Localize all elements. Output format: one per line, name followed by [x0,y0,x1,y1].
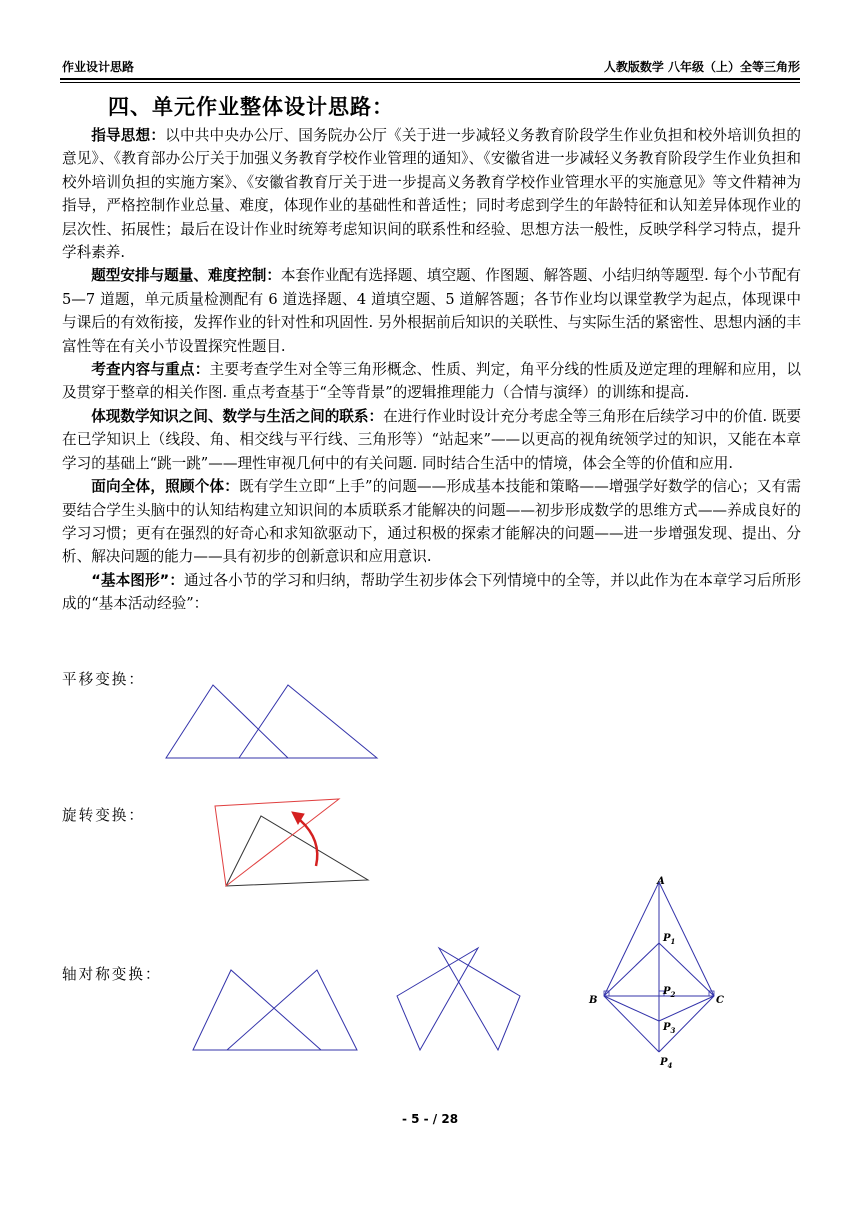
symmetry-figure-2 [397,948,520,1050]
paragraph-lead: “基本图形”： [91,571,185,589]
original-triangle [166,685,288,758]
paragraph-lead: 面向全体，照顾个体： [91,478,240,496]
right-triangle [227,970,357,1050]
point-label-p4: $P_4$ [660,1057,673,1070]
paragraph-lead: 题型安排与题量、难度控制： [91,267,281,285]
translation-label: 平移变换： [62,671,145,688]
rotation-figure [215,799,368,886]
kite-figure [604,882,714,1052]
page-number: - 5 - / 28 [401,1112,459,1126]
point-label-p2: $P_2$ [663,986,676,999]
paragraph-text: 主要考查学生对全等三角形概念、性质、判定，角平分线的性质及逆定理的理解和应用，以及贯穿于整章的相关作图. 重点考查基于“全等背景”的逻辑推理能力（合情与演绎）的训练和提高. [62,361,801,402]
right-triangle [439,948,520,1050]
point-label-c: C [716,995,724,1006]
point-label-b: B [589,995,598,1006]
paragraph-text: 以中共中央办公厅、国务院办公厅《关于进一步减轻义务教育阶段学生作业负担和校外培训负担的意见》、《教育部办公厅关于加强义务教育学校作业管理的通知》、《安徽省进一步减轻义务教育阶段学生作业负担和校外培训负担的实施方案》、《安徽省教育厅关于进一步提高义务教育学校作业管理水平的实施意见》等文件精神为指导，严格控制作业总量、难度，体现作业的基础性和普适性；同时考虑到学生的年龄特征和认知差异体现作业的层次性、拓展性；最后在设计作业时统筹考虑知识间的联系性和经验、思想方法一般性，反映学科学习特点，提升学科素养. [62,127,801,262]
point-label-p1: $P_1$ [663,933,676,946]
original-triangle [226,816,368,886]
symmetry-label: 轴对称变换： [62,966,162,983]
paragraph-lead: 指导思想： [91,127,166,144]
kite-point-labels [588,876,724,1070]
point-label-p3: $P_3$ [663,1022,676,1035]
point-label-a: A [657,876,665,887]
translation-figure [166,685,377,758]
translated-triangle [239,685,377,758]
left-triangle [193,970,321,1050]
paragraph-lead: 体现数学知识之间、数学与生活之间的联系： [91,407,384,425]
rotated-triangle [215,799,339,886]
header-left: 作业设计思路 [62,60,135,74]
header-right: 人教版数学 八年级（上）全等三角形 [603,60,800,74]
left-triangle [397,948,478,1050]
rotation-label: 旋转变换： [62,807,145,824]
paragraph-text: 通过各小节的学习和归纳，帮助学生初步体会下列情境中的全等，并以此作为在本章学习后所形成的“基本活动经验”： [62,571,801,613]
paragraph-text: 既有学生立即“上手”的问题——形成基本技能和策略——增强学好数学的信心；又有需要结合学生头脑中的认知结构建立知识间的本质联系才能解决的问题——初步形成数学的思维方式——养成良好的学习习惯；更有在强烈的好奇心和求知欲驱动下，通过积极的探索才能解决的问题——进一步增强发现、提出、分析、解决问题的能力——具有初步的创新意识和应用意识. [62,478,801,566]
paragraph-text: 在进行作业时设计充分考虑全等三角形在后续学习中的价值. 既要在已学知识上（线段、角、相交线与平行线、三角形等）“站起来”——以更高的视角统领学过的知识，又能在本章学习的基础上“跳一跳”——理性审视几何中的有关问题. 同时结合生活中的情境，体会全等的价值和应用. [62,407,801,472]
symmetry-figure-1 [193,970,357,1050]
paragraph-text: 本套作业配有选择题、填空题、作图题、解答题、小结归纳等题型. 每个小节配有 5—7 道题，单元质量检测配有 6 道选择题、4 道填空题、5 道解答题；各节作业均以课堂教学为起点，体现课中与课后的有效衔接，发挥作业的针对性和巩固性. 另外根据前后知识的关联性、与实际生活的紧密性、思想内涵的丰富性等在有关小节设置探究性题目. [62,267,801,355]
section-title: 四、单元作业整体设计思路： [108,95,394,119]
paragraph-lead: 考查内容与重点： [91,361,210,379]
